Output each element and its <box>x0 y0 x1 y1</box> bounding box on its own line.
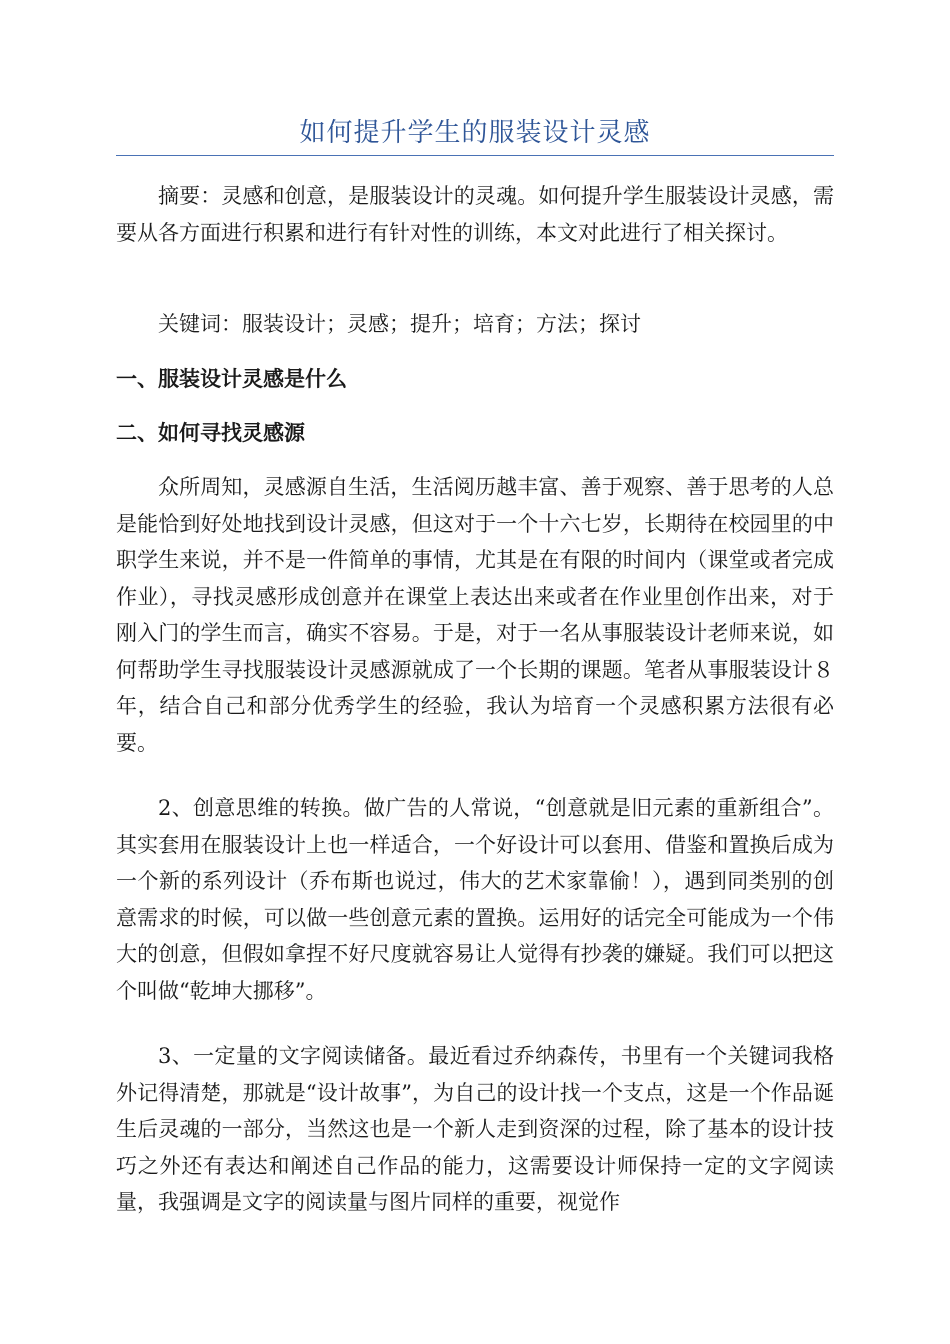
body-paragraph-1: 众所周知，灵感源自生活，生活阅历越丰富、善于观察、善于思考的人总是能恰到好处地找到设计灵感，但这对于一个十六七岁，长期待在校园里的中职学生来说，并不是一件简单的事情，尤其是在有限的时间内（课堂或者完成作业），寻找灵感形成创意并在课堂上表达出来或者在作业里创作出来，对于刚入门的学生而言，确实不容易。于是，对于一名从事服装设计老师来说，如何帮助学生寻找服装设计灵感源就成了一个长期的课题。笔者从事服装设计８年，结合自己和部分优秀学生的经验，我认为培育一个灵感积累方法很有必要。 <box>116 475 834 755</box>
section-heading-1: 一、服装设计灵感是什么 <box>116 366 347 391</box>
abstract-paragraph: 摘要：灵感和创意，是服装设计的灵魂。如何提升学生服装设计灵感，需要从各方面进行积累和进行有针对性的训练，本文对此进行了相关探讨。 <box>116 184 834 245</box>
keywords-line: 关键词：服装设计；灵感；提升；培育；方法；探讨 <box>158 312 641 336</box>
body-paragraph-2: 2、创意思维的转换。做广告的人常说，“创意就是旧元素的重新组合”。其实套用在服装设计上也一样适合，一个好设计可以套用、借鉴和置换后成为一个新的系列设计（乔布斯也说过，伟大的艺术家靠偷！），遇到同类别的创意需求的时候，可以做一些创意元素的置换。运用好的话完全可能成为一个伟大的创意，但假如拿捏不好尺度就容易让人觉得有抄袭的嫌疑。我们可以把这个叫做“乾坤大挪移”。 <box>116 796 834 1003</box>
document-title: 如何提升学生的服装设计灵感 <box>299 118 651 148</box>
section-heading-2: 二、如何寻找灵感源 <box>116 420 305 445</box>
title-underline <box>116 155 834 156</box>
body-paragraph-3: 3、一定量的文字阅读储备。最近看过乔纳森传，书里有一个关键词我格外记得清楚，那就是“设计故事”，为自己的设计找一个支点，这是一个作品诞生后灵魂的一部分，当然这也是一个新人走到资深的过程，除了基本的设计技巧之外还有表达和阐述自己作品的能力，这需要设计师保持一定的文字阅读量，我强调是文字的阅读量与图片同样的重要，视觉作 <box>116 1044 834 1214</box>
